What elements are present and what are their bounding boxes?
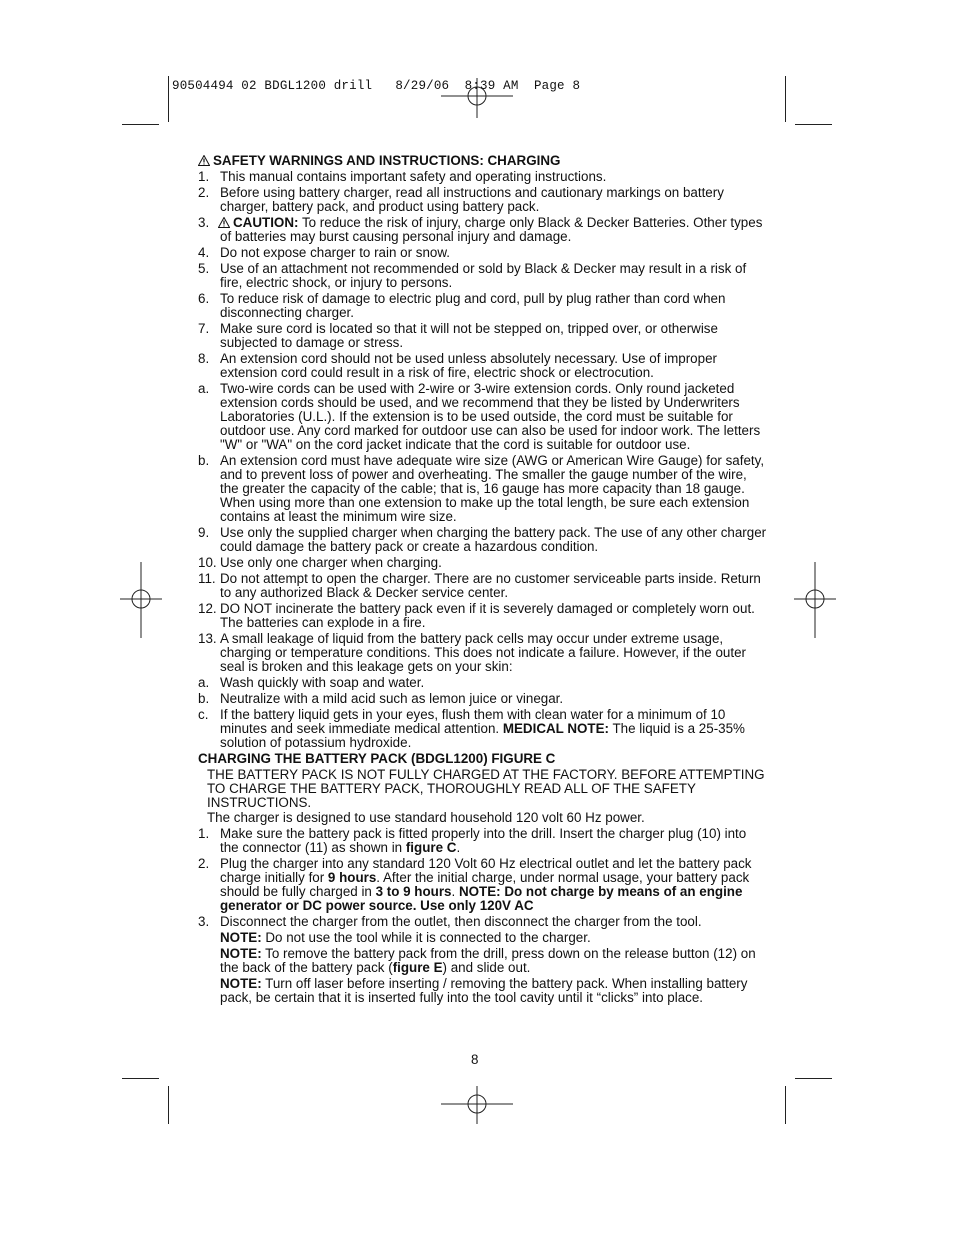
section-heading-charging: CHARGING THE BATTERY PACK (BDGL1200) FIGURE C — [198, 751, 556, 766]
power-statement: The charger is designed to use standard household 120 volt 60 Hz power. — [207, 810, 645, 825]
list-item-number: 1. — [198, 169, 210, 184]
list-item — [198, 526, 768, 554]
list-item-number: a. — [198, 675, 210, 690]
crop-mark-bottom-left-horizontal — [122, 1078, 159, 1079]
list-item-number: 2. — [198, 185, 210, 200]
list-item-text: Use only the supplied charger when charging the battery pack. The use of any other charger could damage the battery pack or create a hazardous condition. — [220, 525, 767, 554]
list-item — [198, 246, 768, 260]
warning-triangle-icon — [198, 155, 210, 166]
print-slug: 90504494 02 BDGL1200 drill 8/29/06 8:39 AM Page 8 — [172, 79, 581, 93]
list-item-number: 7. — [198, 321, 210, 336]
list-item-text: This manual contains important safety and operating instructions. — [220, 169, 607, 184]
list-item-c: c. If the battery liquid gets in your eyes, flush them with clean water for a minimum of 10 minutes and seek immediate medical attention. MEDICAL NOTE: The liquid is a 25-35% solution of potassium hydroxide. — [198, 707, 745, 750]
list-item — [198, 692, 768, 706]
list-item-text: Wash quickly with soap and water. — [220, 675, 425, 690]
list-item — [198, 322, 768, 350]
list-item-text: DO NOT incinerate the battery pack even if it is severely damaged or completely worn out. The batteries can explode in a fire. — [220, 601, 755, 630]
section-heading-safety: SAFETY WARNINGS AND INSTRUCTIONS: CHARGING — [198, 154, 768, 168]
list-item-text: An extension cord should not be used unless absolutely necessary. Use of improper extension cord could result in a risk of fire, electric shock or electrocution. — [220, 351, 717, 380]
note-1: NOTE: Do not use the tool while it is connected to the charger. — [220, 930, 591, 945]
crop-mark-bottom-right-vertical — [785, 1086, 786, 1124]
list-item — [198, 170, 768, 184]
list-item-text: To reduce risk of damage to electric plug and cord, pull by plug rather than cord when disconnecting charger. — [220, 291, 726, 320]
registration-mark-right — [794, 562, 836, 638]
list-item-text: Neutralize with a mild acid such as lemon juice or vinegar. — [220, 691, 564, 706]
charging-step-2: 2. Plug the charger into any standard 120 Volt 60 Hz electrical outlet and let the battery pack charge initially for 9 hours. After the initial charge, under normal usage, your battery pack should be fully charged in 3 to 9 hours. NOTE: Do not charge by means of an engine generator or DC power source. Use only 120V AC — [198, 856, 752, 913]
safety-list-part1 — [198, 170, 768, 214]
list-item — [198, 352, 768, 380]
list-item-number: 12. — [198, 601, 217, 616]
crop-mark-top-left-horizontal — [122, 124, 159, 125]
list-item — [198, 382, 768, 452]
list-item-number: 4. — [198, 245, 210, 260]
crop-mark-top-left-vertical — [168, 76, 169, 122]
note-2: NOTE: To remove the battery pack from the drill, press down on the release button (12) on the back of the battery pack (figure E) and slide out. — [220, 946, 756, 975]
list-item-number: 5. — [198, 261, 210, 276]
registration-mark-left — [120, 562, 162, 638]
list-item-text: Make sure cord is located so that it will not be stepped on, tripped over, or otherwise subjected to damage or stress. — [220, 321, 718, 350]
registration-mark-bottom — [441, 1086, 513, 1124]
list-item-number: 13. — [198, 631, 217, 646]
list-item-number: a. — [198, 381, 210, 396]
list-item — [198, 292, 768, 320]
safety-list-part2 — [198, 246, 768, 706]
list-item-number: b. — [198, 691, 210, 706]
list-item — [198, 632, 768, 674]
list-item-text: A small leakage of liquid from the battery pack cells may occur under extreme usage, charging or temperature conditions. This does not indicate a failure. However, if the outer seal is broken and this leakage gets on your skin: — [220, 631, 747, 674]
list-item — [198, 676, 768, 690]
list-item-number: 6. — [198, 291, 210, 306]
warning-triangle-icon — [218, 217, 230, 228]
list-item-number: 9. — [198, 525, 210, 540]
list-item-text: Do not expose charger to rain or snow. — [220, 245, 451, 260]
list-item-number: 10. — [198, 555, 217, 570]
list-item-number: 8. — [198, 351, 210, 366]
list-item-text: Do not attempt to open the charger. There are no customer serviceable parts inside. Return to any authorized Black & Decker service center. — [220, 571, 761, 600]
page-number: 8 — [471, 1052, 479, 1067]
list-item-caution: 3. CAUTION: To reduce the risk of injury, charge only Black & Decker Batteries. Other types of batteries may burst causing personal injury and damage. — [198, 215, 763, 244]
crop-mark-top-right-horizontal — [795, 124, 832, 125]
list-item — [198, 186, 768, 214]
list-item — [198, 262, 768, 290]
list-item-number: b. — [198, 453, 210, 468]
list-item-text: Use of an attachment not recommended or sold by Black & Decker may result in a risk of fire, electric shock, or injury to persons. — [220, 261, 747, 290]
list-item — [198, 602, 768, 630]
crop-mark-top-right-vertical — [785, 76, 786, 122]
list-item-text: An extension cord must have adequate wire size (AWG or American Wire Gauge) for safety, and to prevent loss of power and overheating. The smaller the gauge number of the wire, the greater the capacity of the cable; that is, 16 gauge has more capacity than 18 gauge. When using more than one extension to make up the total length, be sure each extension contains at least the minimum wire size. — [220, 453, 765, 524]
crop-mark-bottom-right-horizontal — [795, 1078, 832, 1079]
charging-step-3: 3. Disconnect the charger from the outlet, then disconnect the charger from the tool. — [198, 914, 702, 929]
list-item — [198, 454, 768, 524]
crop-mark-bottom-left-vertical — [168, 1086, 169, 1124]
list-item-number: 11. — [198, 571, 216, 586]
list-item — [198, 556, 768, 570]
document-body — [198, 153, 768, 1007]
note-3: NOTE: Turn off laser before inserting / removing the battery pack. When installing battery pack, be certain that it is inserted fully into the tool cavity until it “clicks” into place. — [220, 976, 748, 1005]
caps-warning: THE BATTERY PACK IS NOT FULLY CHARGED AT THE FACTORY. BEFORE ATTEMPTING TO CHARGE THE BATTERY PACK, THOROUGHLY READ ALL OF THE SAFETY INSTRUCTIONS. — [207, 767, 765, 810]
list-item-text: Two-wire cords can be used with 2-wire or 3-wire extension cords. Only round jacketed extension cords should be used, and we recommend that they be listed by Underwriters Laboratories (U.L.). If the extension is to be used outside, the cord must be suitable for outdoor use. Any cord marked for outdoor use can also be used for indoor work. The letters "W" or "WA" on the cord jacket indicate that the cord is suitable for outdoor use. — [220, 381, 761, 452]
list-item — [198, 572, 768, 600]
charging-step-1: 1. Make sure the battery pack is fitted properly into the drill. Insert the charger plug (10) into the connector (11) as shown in figure C. — [198, 826, 747, 855]
list-item-text: Before using battery charger, read all instructions and cautionary markings on battery charger, battery pack, and product using battery pack. — [220, 185, 724, 214]
list-item-text: Use only one charger when charging. — [220, 555, 442, 570]
